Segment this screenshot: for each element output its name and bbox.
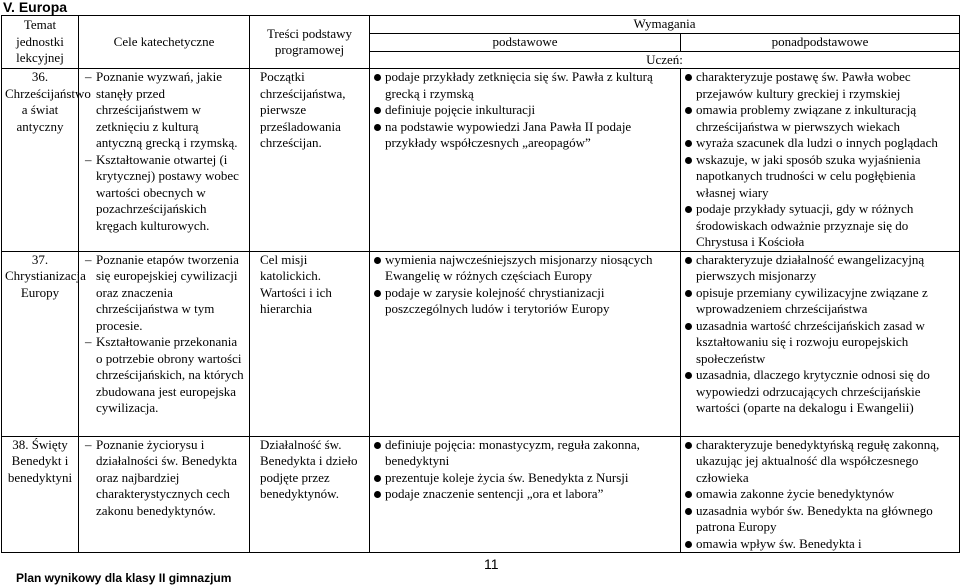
requirement-item: definiuje pojęcia: monastycyzm, reguła zakonna, benedyktyni [385, 437, 677, 470]
extended-cell [681, 436, 960, 553]
topic-cell: 38. Święty Benedykt i benedyktyni [2, 436, 79, 553]
requirement-item: na podstawie wypowiedzi Jana Pawła II podaje przykłady współczesnych „areopagów” [385, 119, 677, 152]
goals-cell [79, 69, 250, 252]
content-cell: Działalność św. Benedykta i dzieło podjęte przez benedyktynów. [250, 436, 370, 553]
page-number: 11 [484, 556, 499, 572]
header-topic: Temat jednostki lekcyjnej [2, 16, 79, 69]
topic-cell: 37. Chrystianizacja Europy [2, 251, 79, 436]
extended-cell [681, 251, 960, 436]
header-content: Treści podstawy programowej [250, 16, 370, 69]
header-extended: ponadpodstawowe [681, 34, 960, 52]
requirement-item: uzasadnia wybór św. Benedykta na głównego patrona Europy [696, 503, 956, 536]
requirement-item: charakteryzuje działalność ewangelizacyjną pierwszych misjonarzy [696, 252, 956, 285]
requirement-item: uzasadnia wartość chrześcijańskich zasad w kształtowaniu się i rozwoju europejskich społeczeństw [696, 318, 956, 368]
goal-item: – Poznanie etapów tworzenia się europejskiej cywilizacji oraz znaczenia chrześcijaństwa w tym procesie. [96, 252, 246, 335]
requirement-item: opisuje przemiany cywilizacyjne związane z wprowadzeniem chrześcijaństwa [696, 285, 956, 318]
goal-item: – Kształtowanie otwartej (i krytycznej) postawy wobec wartości obecnych w pozachrześcijańskich kręgach kulturowych. [96, 152, 246, 235]
footer-label: Plan wynikowy dla klasy II gimnazjum [16, 571, 232, 585]
requirement-item: podaje w zarysie kolejność chrystianizacji poszczególnych ludów i terytoriów Europy [385, 285, 677, 318]
extended-cell [681, 69, 960, 252]
header-requirements: Wymagania [370, 16, 960, 34]
header-goals: Cele katechetyczne [79, 16, 250, 69]
header-basic: podstawowe [370, 34, 681, 52]
requirement-item: wyraża szacunek dla ludzi o innych poglądach [696, 135, 956, 152]
topic-cell: 36. Chrześcijaństwo a świat antyczny [2, 69, 79, 252]
goals-cell [79, 436, 250, 553]
requirement-item: charakteryzuje benedyktyńską regułę zakonną, ukazując jej aktualność dla współczesnego człowieka [696, 437, 956, 487]
goal-item: – Poznanie wyzwań, jakie stanęły przed chrześcijaństwem w zetknięciu z kulturą antyczną grecką i rzymską. [96, 69, 246, 152]
requirement-item: wskazuje, w jaki sposób szuka wyjaśnienia napotkanych trudności w celu pogłębienia własnej wiary [696, 152, 956, 202]
table-row [2, 251, 960, 436]
curriculum-table [1, 15, 960, 553]
requirement-item: omawia wpływ św. Benedykta i [696, 536, 956, 553]
table-row [2, 69, 960, 252]
requirement-item: podaje przykłady sytuacji, gdy w różnych środowiskach odważnie przyznaje się do Chrystusa i Kościoła [696, 201, 956, 251]
requirement-item: charakteryzuje postawę św. Pawła wobec przejawów kultury greckiej i rzymskiej [696, 69, 956, 102]
requirement-item: omawia problemy związane z inkulturacją chrześcijaństwa w pierwszych wiekach [696, 102, 956, 135]
content-cell: Cel misji katolickich. Wartości i ich hierarchia [250, 251, 370, 436]
basic-cell [370, 251, 681, 436]
goal-item: – Kształtowanie przekonania o potrzebie obrony wartości chrześcijańskich, na których zbudowana jest europejska cywilizacja. [96, 334, 246, 417]
requirement-item: podaje znaczenie sentencji „ora et labora” [385, 486, 677, 503]
goals-cell [79, 251, 250, 436]
requirement-item: definiuje pojęcie inkulturacji [385, 102, 677, 119]
goal-item: – Poznanie życiorysu i działalności św. Benedykta oraz najbardziej charakterystycznych cech zakonu benedyktynów. [96, 437, 246, 520]
header-student: Uczeń: [370, 51, 960, 69]
requirement-item: uzasadnia, dlaczego krytycznie odnosi się do wypowiedzi odrzucających chrześcijańskie wartości (oparte na dekalogu i Ewangelii) [696, 367, 956, 417]
requirement-item: wymienia najwcześniejszych misjonarzy niosących Ewangelię w różnych częściach Europy [385, 252, 677, 285]
basic-cell [370, 436, 681, 553]
section-title: V. Europa [3, 0, 68, 15]
requirement-item: prezentuje koleje życia św. Benedykta z Nursji [385, 470, 677, 487]
requirement-item: omawia zakonne życie benedyktynów [696, 486, 956, 503]
content-cell: Początki chrześcijaństwa, pierwsze prześladowania chrześcijan. [250, 69, 370, 252]
table-row [2, 436, 960, 553]
basic-cell [370, 69, 681, 252]
requirement-item: podaje przykłady zetknięcia się św. Pawła z kulturą grecką i rzymską [385, 69, 677, 102]
